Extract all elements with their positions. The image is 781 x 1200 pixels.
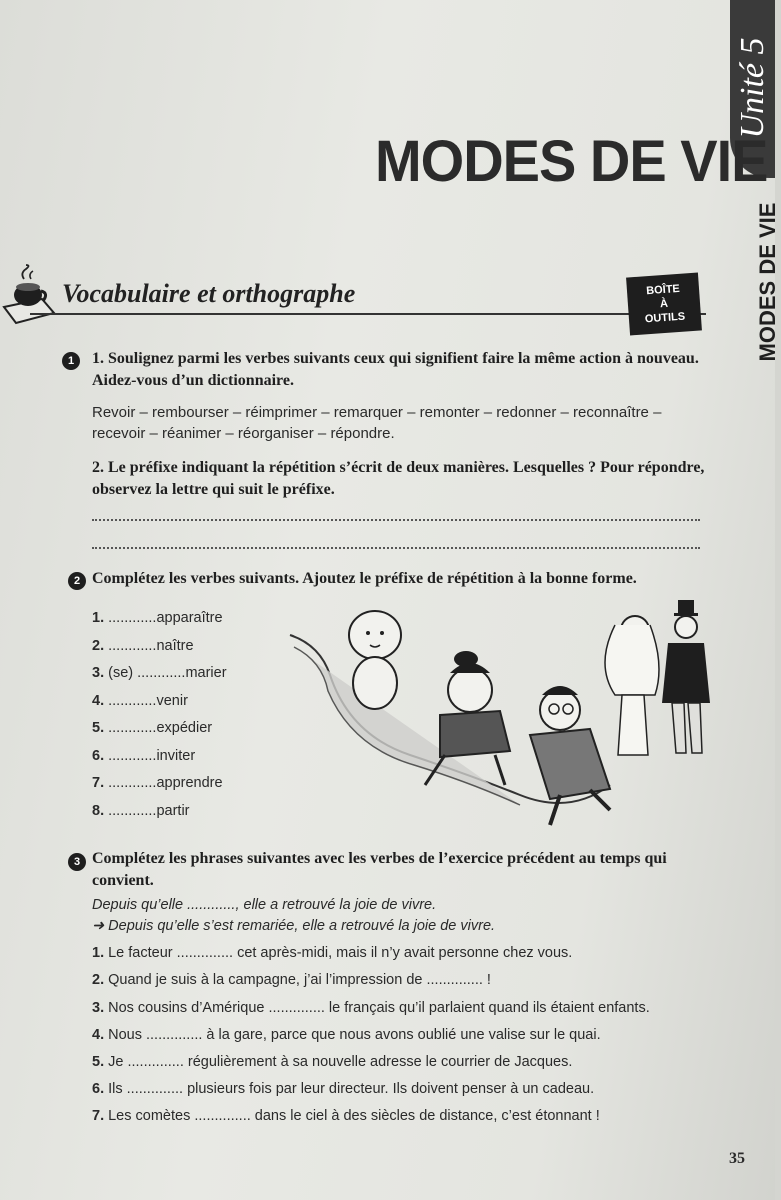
unit-tab-label: Unité 5	[733, 37, 771, 139]
sentence-number: 2.	[92, 972, 105, 988]
sentence-item[interactable]	[92, 1108, 600, 1124]
ex1-verb-list: Revoir – rembourser – réimprimer – remarquer – remonter – redonner – reconnaître – recevoir – réanimer – réorganiser – répondre.	[92, 404, 662, 442]
item-text: ............partir	[104, 803, 190, 819]
exercise-number-1: 1	[62, 352, 80, 370]
ex1-instruction-2: 2. Le préfixe indiquant la répétition s’écrit de deux manières. Lesquelles ? Pour répondre, observez la lettre qui suit le préfixe.	[92, 459, 705, 498]
ex2-instruction: Complétez les verbes suivants. Ajoutez le préfixe de répétition à la bonne forme.	[92, 570, 637, 587]
sentence-number: 1.	[92, 945, 105, 961]
item-number: 7.	[92, 775, 105, 791]
sentence-number: 7.	[92, 1108, 105, 1124]
sentence-item[interactable]	[92, 945, 572, 961]
exercise-number-3: 3	[68, 853, 86, 871]
item-number: 6.	[92, 748, 105, 764]
item-text: ............expédier	[104, 720, 213, 736]
ex1-instruction-1: 1. Soulignez parmi les verbes suivants ceux qui signifient faire la même action à nouveau. Aidez-vous d’un dictionnaire.	[92, 350, 699, 389]
answer-line[interactable]	[92, 546, 700, 549]
sentence-item[interactable]	[92, 972, 491, 988]
item-text: ............venir	[104, 693, 188, 709]
sentence-item[interactable]	[92, 1027, 601, 1043]
fill-item[interactable]	[92, 748, 195, 764]
sentence-text: Quand je suis à la campagne, j’ai l’impression de .............. !	[104, 972, 491, 988]
toolbox-line-1: BOÎTE	[645, 282, 681, 298]
item-number: 2.	[92, 638, 105, 654]
toolbox-line-2: À	[659, 297, 669, 311]
exercise-number-2: 2	[68, 572, 86, 590]
answer-line[interactable]	[92, 518, 700, 521]
item-number: 8.	[92, 803, 105, 819]
toolbox-badge	[626, 273, 702, 336]
fill-item[interactable]	[92, 610, 223, 626]
section-divider	[30, 313, 706, 315]
item-text: ............inviter	[104, 748, 196, 764]
sentence-number: 5.	[92, 1054, 105, 1070]
page-title: MODES DE VIE	[375, 127, 768, 194]
sentence-text: Le facteur .............. cet après-midi, mais il n’y avait personne chez vous.	[104, 945, 573, 961]
fill-item[interactable]	[92, 693, 188, 709]
section-header	[0, 255, 720, 335]
item-number: 5.	[92, 720, 105, 736]
cartoon-illustration	[280, 595, 710, 840]
item-text: (se) ............marier	[104, 665, 227, 681]
sentence-text: Ils .............. plusieurs fois par leur directeur. Ils doivent penser à un cadeau.	[104, 1081, 595, 1097]
item-text: ............naître	[104, 638, 194, 654]
sentence-item[interactable]	[92, 1081, 594, 1097]
fill-item[interactable]	[92, 720, 212, 736]
item-text: ............apparaître	[104, 610, 223, 626]
sentence-text: Nous .............. à la gare, parce que nous avons oublié une valise sur le quai.	[104, 1027, 601, 1043]
item-number: 4.	[92, 693, 105, 709]
page-number: 35	[729, 1150, 745, 1167]
item-text: ............apprendre	[104, 775, 223, 791]
section-title: Vocabulaire et orthographe	[62, 279, 356, 308]
fill-item[interactable]	[92, 803, 190, 819]
example-answer: ➜ Depuis qu’elle s’est remariée, elle a retrouvé la joie de vivre.	[92, 918, 496, 934]
side-title-label: MODES DE VIE	[755, 202, 780, 362]
toolbox-line-3: OUTILS	[644, 310, 686, 326]
sentence-number: 4.	[92, 1027, 105, 1043]
sentence-item[interactable]	[92, 1054, 572, 1070]
fill-item[interactable]	[92, 665, 227, 681]
sentence-text: Les comètes .............. dans le ciel à des siècles de distance, c’est étonnant !	[104, 1108, 600, 1124]
sentence-number: 3.	[92, 1000, 105, 1016]
sentence-text: Nos cousins d’Amérique .............. le français qu’il parlaient quand ils étaient enfants.	[104, 1000, 650, 1016]
sentence-item[interactable]	[92, 1000, 650, 1016]
item-number: 3.	[92, 665, 105, 681]
fill-item[interactable]	[92, 638, 194, 654]
item-number: 1.	[92, 610, 105, 626]
example-question: Depuis qu’elle ............, elle a retrouvé la joie de vivre.	[92, 897, 437, 913]
sentence-text: Je .............. régulièrement à sa nouvelle adresse le courrier de Jacques.	[104, 1054, 573, 1070]
fill-item[interactable]	[92, 775, 223, 791]
coffee-cup-icon	[0, 265, 58, 325]
ex3-instruction: Complétez les phrases suivantes avec les verbes de l’exercice précédent au temps qui convient.	[92, 850, 667, 889]
sentence-number: 6.	[92, 1081, 105, 1097]
